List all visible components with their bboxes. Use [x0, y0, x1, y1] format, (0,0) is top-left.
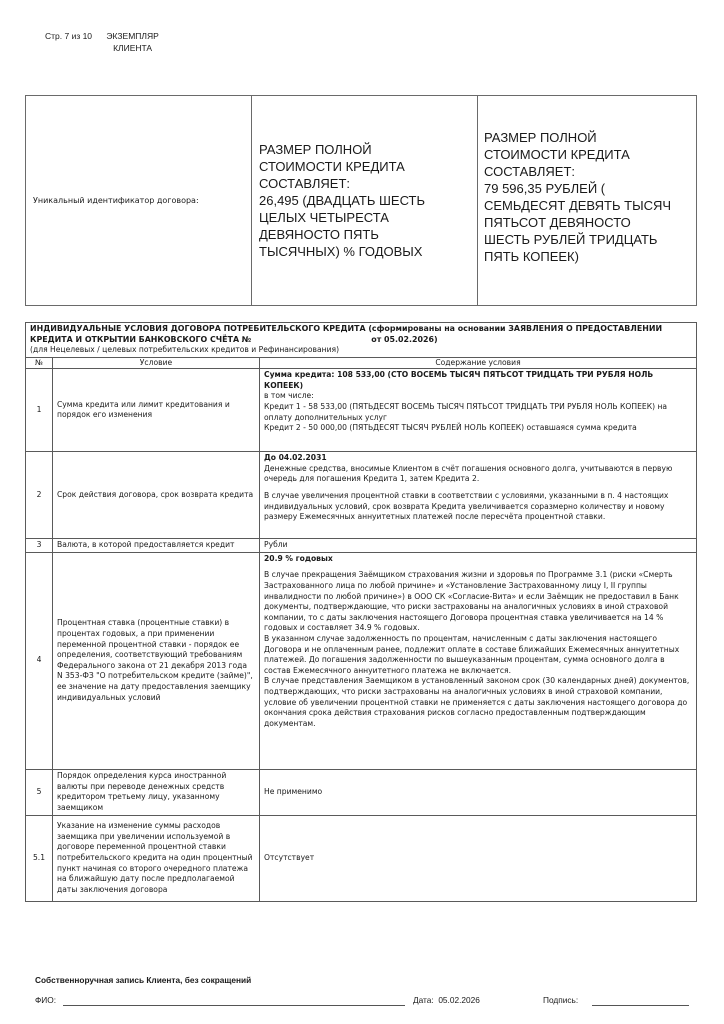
- date-value: 05.02.2026: [438, 995, 480, 1005]
- individual-conditions-table: [25, 322, 697, 902]
- col-header-num: №: [26, 357, 53, 369]
- table-row: 2 Срок действия договора, срок возврата кредита До 04.02.2031 Денежные средства, вносимые Клиентом в счёт погашения основного долга, учитываются в первую очередь для погашения Кредита 1, затем Кредита 2. В случае увеличения процентной ставки в соответствии с условиями, указанными в п. 4 настоящих индивидуальных условий, срок возврата Кредита увеличивается соразмерно количеству и новому размеру Ежемесячных аннуитетных платежей после пересчёта процентной ставки.: [26, 452, 697, 539]
- fio-input-line[interactable]: [63, 995, 405, 1006]
- copy-label: ЭКЗЕМПЛЯР КЛИЕНТА: [106, 31, 159, 53]
- table-row: 4 Процентная ставка (процентные ставки) в процентах годовых, а при применении переменной процентной ставки - порядок ее определения, соответствующий требованиям Федерального закона от 21 декабря 2013 года N 353-ФЗ "О потребительском кредите (займе)", ее значение на дату предоставления заемщику индивидуальных условий 20.9 % годовых В случае прекращения Заёмщиком страхования жизни и здоровья по Программе 3.1 (риски «Смерть Застрахованного лица по любой причине» и «Установление Застрахованному лицу I, II группы инвалидности по любой причине») в ООО СК «Согласие-Вита» и если Заёмщик не предоставил в Банк документы, подтверждающие, что риски застрахованы на аналогичных условиях в иной страховой компании, то с даты заключения настоящего Договора процентная ставка увеличивается на 14 % годовых и составляет 34.9 % годовых. В указанном случае задолженность по процентам, начисленным с даты заключения настоящего Договора и не оплаченным ранее, подлежит оплате в составе ближайших Ежемесячных аннуитетных платежей. До погашения задолженности по вышеуказанным процентам, сумма основного долга в состав Ежемесячного аннуитетного платежа не включается. В случае представления Заемщиком в установленный законом срок (30 календарных дней) документов, подтверждающих, что риски застрахованы на аналогичных условиях в иной страховой компании, условие об увеличении процентной ставки не применяется с даты заключения настоящего договора до окончания срока действия страхования рисков согласно предоставленным подтверждающим документам.: [26, 552, 697, 769]
- table-row: 5.1 Указание на изменение суммы расходов заемщика при увеличении используемой в договоре переменной процентной ставки потребительского кредита на один процентный пункт начиная со второго очередного платежа на ближайшую дату после предполагаемой даты заключения договора Отсутствует: [26, 815, 697, 901]
- date-field: Дата: 05.02.2026: [413, 995, 480, 1005]
- signature-block: [35, 975, 695, 1009]
- psk-percent-cell: РАЗМЕР ПОЛНОЙ СТОИМОСТИ КРЕДИТА СОСТАВЛЯЕТ: 26,495 (ДВАДЦАТЬ ШЕСТЬ ЦЕЛЫХ ЧЕТЫРЕСТА ДЕВЯНОСТО ПЯТЬ ТЫСЯЧНЫХ) % ГОДОВЫХ: [252, 96, 478, 306]
- psk-amount-cell: РАЗМЕР ПОЛНОЙ СТОИМОСТИ КРЕДИТА СОСТАВЛЯЕТ: 79 596,35 РУБЛЕЙ ( СЕМЬДЕСЯТ ДЕВЯТЬ ТЫСЯЧ ПЯТЬСОТ ДЕВЯНОСТО ШЕСТЬ РУБЛЕЙ ТРИДЦАТЬ ПЯТЬ КОПЕЕК): [478, 96, 697, 306]
- psk-table: [25, 95, 697, 306]
- page-header: [45, 30, 159, 54]
- page-number: Стр. 7 из 10: [45, 31, 93, 41]
- conditions-subtitle: (для Нецелевых / целевых потребительских кредитов и Рефинансирования): [26, 345, 697, 357]
- signature-title: Собственноручная запись Клиента, без сокращений: [35, 975, 252, 985]
- col-header-condition: Условие: [53, 357, 260, 369]
- signature-input-line[interactable]: [592, 995, 689, 1006]
- signature-label: Подпись:: [543, 995, 579, 1005]
- col-header-content: Содержание условия: [260, 357, 697, 369]
- column-headers: [26, 357, 697, 369]
- conditions-title: ИНДИВИДУАЛЬНЫЕ УСЛОВИЯ ДОГОВОРА ПОТРЕБИТЕЛЬСКОГО КРЕДИТА (сформированы на основании ЗАЯВЛЕНИЯ О ПРЕДОСТАВЛЕНИИ КРЕДИТА И ОТКРЫТИИ БАНКОВСКОГО СЧЁТА № от 05.02.2026): [26, 323, 697, 346]
- fio-label: ФИО:: [35, 995, 57, 1005]
- contract-identifier-label: Уникальный идентификатор договора:: [26, 96, 252, 306]
- table-row: 5 Порядок определения курса иностранной валюты при переводе денежных средств кредитором третьему лицу, указанному заемщиком Не применимо: [26, 769, 697, 815]
- table-row: 1 Сумма кредита или лимит кредитования и порядок его изменения Сумма кредита: 108 533,00 (СТО ВОСЕМЬ ТЫСЯЧ ПЯТЬСОТ ТРИДЦАТЬ ТРИ РУБЛЯ НОЛЬ КОПЕЕК) в том числе: Кредит 1 - 58 533,00 (ПЯТЬДЕСЯТ ВОСЕМЬ ТЫСЯЧ ПЯТЬСОТ ТРИДЦАТЬ ТРИ РУБЛЯ НОЛЬ КОПЕЕК) на оплату дополнительных услуг Кредит 2 - 50 000,00 (ПЯТЬДЕСЯТ ТЫСЯЧ РУБЛЕЙ НОЛЬ КОПЕЕК) оставшаяся сумма кредита: [26, 369, 697, 452]
- table-row: 3 Валюта, в которой предоставляется кредит Рубли: [26, 539, 697, 553]
